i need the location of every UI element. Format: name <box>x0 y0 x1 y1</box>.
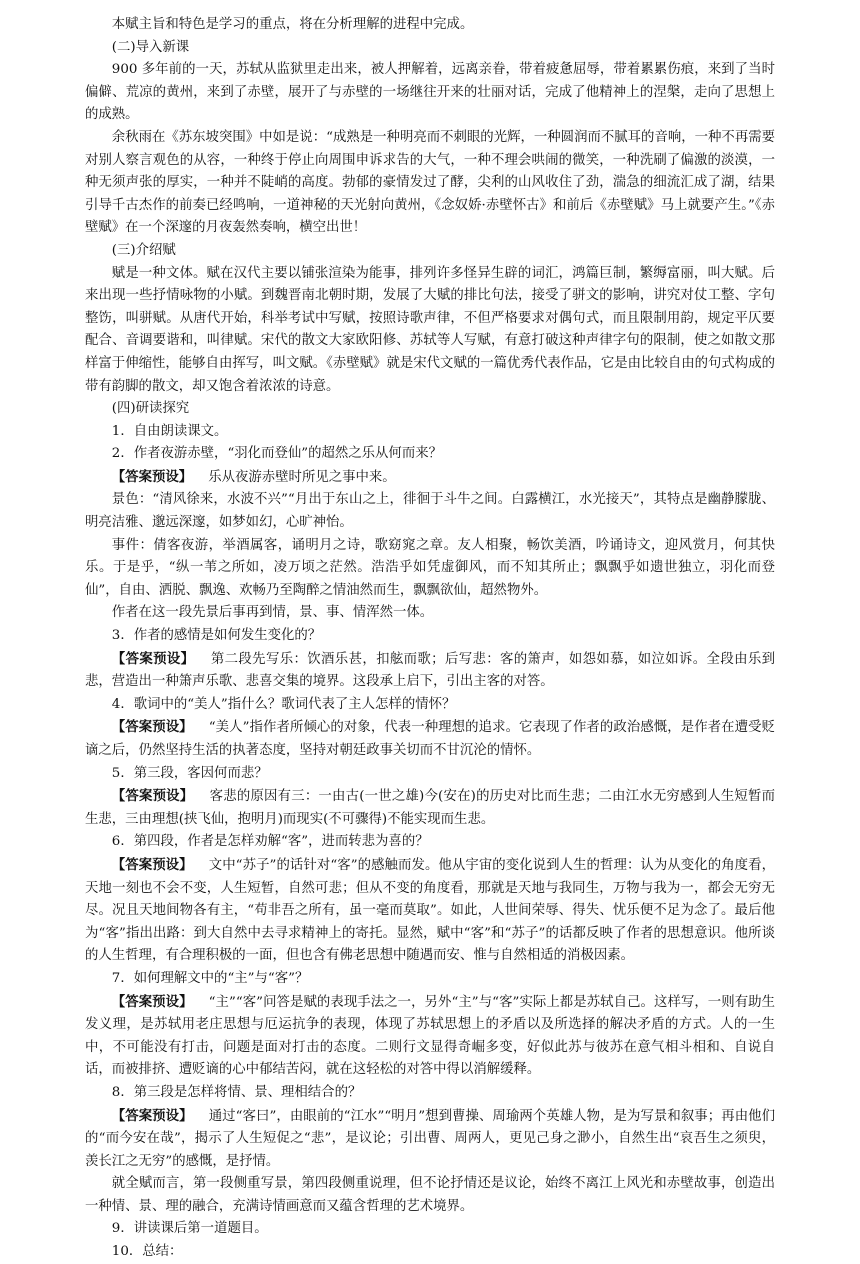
paragraph <box>85 127 775 240</box>
paragraph <box>85 466 775 490</box>
paragraph-text: 通过“客曰”，由眼前的“江水”“明月”想到曹操、周瑜两个英雄人物，是为写景和叙事；再由他们的“而今安在哉”，揭示了人生短促之“悲”，是议论；引出曹、周两人，更见己身之渺小，自然生出“哀吾生之须臾，羡长江之无穷”的感慨，是抒情。 <box>85 1108 775 1169</box>
paragraph-text: 余秋雨在《苏东坡突围》中如是说：“成熟是一种明亮而不刺眼的光辉，一种圆润而不腻耳的音响，一种不再需要对别人察言观色的从容，一种终于停止向周围申诉求告的大气，一种不理会哄闹的微笑，一种洗刷了偏激的淡漠，一种无须声张的厚实，一种并不陡峭的高度。勃郁的豪情发过了酵，尖利的山风收住了劲，湍急的细流汇成了湖，结果引导千古杰作的前奏已经鸣响，一道神秘的天光射向黄州，《念奴娇·赤壁怀古》和前后《赤壁赋》马上就要产生。”《赤壁赋》在一个深邃的月夜轰然奏响，横空出世！ <box>85 129 775 236</box>
paragraph-text: 6．第四段，作者是怎样劝解“客”，进而转悲为喜的？ <box>111 834 429 850</box>
paragraph-text: (四)研读探究 <box>111 401 190 417</box>
paragraph <box>85 1218 775 1241</box>
paragraph <box>85 648 775 694</box>
paragraph <box>85 421 775 444</box>
paragraph-text: (二)导入新课 <box>111 39 190 55</box>
paragraph-text: 就全赋而言，第一段侧重写景，第四段侧重说理，但不论抒情还是议论，始终不离江上风光和赤壁故事，创造出一种情、景、理的融合，充满诗情画意而又蕴含哲理的艺术境界。 <box>85 1176 775 1214</box>
paragraph <box>85 625 775 648</box>
paragraph <box>85 263 775 399</box>
paragraph-text: 乐从夜游赤壁时所见之事中来。 <box>208 469 396 485</box>
paragraph-text: 客悲的原因有三：一由古(一世之雄)今(安在)的历史对比而生悲；二由江水无穷感到人生短暂而生悲，三由理想(挟飞仙，抱明月)而现实(不可骤得)不能实现而生悲。 <box>85 789 775 827</box>
paragraph-text: 景色：“清风徐来，水波不兴”“月出于东山之上，徘徊于斗牛之间。白露横江，水光接天”，其特点是幽静朦胧、明亮洁雅、邈远深邃，如梦如幻，心旷神怡。 <box>85 492 775 531</box>
paragraph <box>85 602 775 625</box>
paragraph-text: 本赋主旨和特色是学习的重点，将在分析理解的进程中完成。 <box>111 17 474 32</box>
answer-preset-label: 【答案预设】 <box>111 788 194 805</box>
paragraph <box>85 968 775 991</box>
paragraph-text: (三)介绍赋 <box>111 242 176 258</box>
paragraph-text: 7．如何理解文中的“主”与“客”？ <box>111 970 309 986</box>
paragraph-text: 900 多年前的一天，苏轼从监狱里走出来，被人押解着，远离亲眷，带着疲惫屈辱，带着累累伤痕，来到了当时偏僻、荒凉的黄州，来到了赤壁，展开了与赤壁的一场继往开来的壮丽对话，完成了他精神上的涅槃，走向了思想上的成熟。 <box>85 62 775 123</box>
paragraph <box>85 240 775 263</box>
paragraph <box>85 59 775 127</box>
paragraph-text: 9．讲读课后第一道题目。 <box>111 1221 268 1237</box>
paragraph <box>85 398 775 421</box>
answer-preset-label: 【答案预设】 <box>111 468 193 485</box>
paragraph <box>85 854 775 968</box>
paragraph-text: “主”“客”问答是赋的表现手法之一，另外“主”与“客”实际上都是苏轼自己。这样写，一则有助生发义理，是苏轼用老庄思想与厄运抗争的表现，体现了苏轼思想上的矛盾以及所选择的解决矛盾的方式。人的一生中，不可能没有打击，问题是面对打击的态度。二则行文显得奇崛多变，好似此苏与彼苏在意气相斗相和、自说自话，而被排挤、遭贬谪的心中郁结苦闷，就在这轻松的对答中得以消解缓释。 <box>85 994 776 1078</box>
paragraph-text: 3．作者的感情是如何发生变化的？ <box>111 628 322 644</box>
paragraph-text: 赋是一种文体。赋在汉代主要以铺张渲染为能事，排列许多怪异生辟的词汇，鸿篇巨制，繁缛富丽，叫大赋。后来出现一些抒情咏物的小赋。到魏晋南北朝时期，发展了大赋的排比句法，接受了骈文的影响，讲究对仗工整、字句整饬，叫骈赋。从唐代开始，科举考试中写赋，按照诗歌声律，不但严格要求对偶句式，而且限制用韵，规定平仄要配合、音调要谐和，叫律赋。宋代的散文大家欧阳修、苏轼等人写赋，有意打破这种声律字句的限制，使之如散文那样富于伸缩性，能够自由挥写，叫文赋。《赤壁赋》就是宋代文赋的一篇优秀代表作品，它是由比较自由的句式构成的带有韵脚的散文，却又饱含着浓浓的诗意。 <box>85 265 775 394</box>
answer-preset-label: 【答案预设】 <box>111 993 193 1010</box>
paragraph-text: 8．第三段是怎样将情、景、理相结合的？ <box>111 1084 362 1100</box>
document-page <box>85 14 775 1264</box>
paragraph <box>85 694 775 717</box>
paragraph-text: 第二段先写乐：饮酒乐甚，扣舷而歌；后写悲：客的箫声，如怨如慕，如泣如诉。全段由乐到悲，营造出一种箫声乐歌、悲喜交集的境界。这段承上启下，引出主客的对答。 <box>85 651 776 690</box>
paragraph <box>85 443 775 466</box>
paragraph-text: “美人”指作者所倾心的对象，代表一种理想的追求。它表现了作者的政治感慨，是作者在遭受贬谪之后，仍然坚持生活的执著态度，坚持对朝廷政事关切而不甘沉沦的情怀。 <box>85 720 775 758</box>
paragraph <box>85 489 775 534</box>
paragraph <box>85 535 775 603</box>
paragraph <box>85 716 775 762</box>
paragraph <box>85 763 775 786</box>
answer-preset-label: 【答案预设】 <box>111 650 195 667</box>
paragraph-text: 事件：倩客夜游，举酒属客，诵明月之诗，歌窈窕之章。友人相聚，畅饮美酒，吟诵诗文，迎风赏月，何其快乐。于是乎，“纵一苇之所如，凌万顷之茫然。浩浩乎如凭虚御风，而不知其所止；飘飘乎如遗世独立，羽化而登仙”，自由、洒脱、飘逸、欢畅乃至陶醉之情油然而生，飘飘欲仙，超然物外。 <box>85 537 775 598</box>
paragraph <box>85 1173 775 1218</box>
paragraph <box>85 14 775 37</box>
paragraph <box>85 1241 775 1264</box>
paragraph <box>85 831 775 854</box>
answer-preset-label: 【答案预设】 <box>111 719 193 736</box>
paragraph <box>85 1082 775 1105</box>
paragraph-text: 1．自由朗读课文。 <box>111 423 228 439</box>
paragraph <box>85 1105 775 1174</box>
paragraph-text: 文中“苏子”的话针对“客”的感触而发。他从宇宙的变化说到人生的哲理：认为从变化的角度看，天地一刻也不会不变，人生短暂，自然可悲；但从不变的角度看，那就是天地与我同生，万物与我为一，都会无穷无尽。况且天地间物各有主，“苟非吾之所有，虽一毫而莫取”。如此，人世间荣辱、得失、忧乐便不足为念了。最后他为“客”指出出路：到大自然中去寻求精神上的寄托。显然，赋中“客”和“苏子”的话都反映了作者的思想意识。他所谈的人生哲理，有合理积极的一面，但也含有佛老思想中随遇而安、惟与自然相适的消极因素。 <box>85 857 775 964</box>
paragraph <box>85 991 775 1082</box>
paragraph-text: 10．总结： <box>111 1244 183 1260</box>
paragraph-text: 2．作者夜游赤壁，“羽化而登仙”的超然之乐从何而来？ <box>111 446 442 462</box>
paragraph-text: 4．歌词中的“美人”指什么？歌词代表了主人怎样的情怀？ <box>111 696 456 712</box>
paragraph <box>85 785 775 831</box>
paragraph-text: 5．第三段，客因何而悲？ <box>111 765 268 781</box>
answer-preset-label: 【答案预设】 <box>111 1107 193 1124</box>
paragraph <box>85 37 775 60</box>
answer-preset-label: 【答案预设】 <box>111 856 193 873</box>
paragraph-text: 作者在这一段先景后事再到情，景、事、情浑然一体。 <box>111 605 434 621</box>
